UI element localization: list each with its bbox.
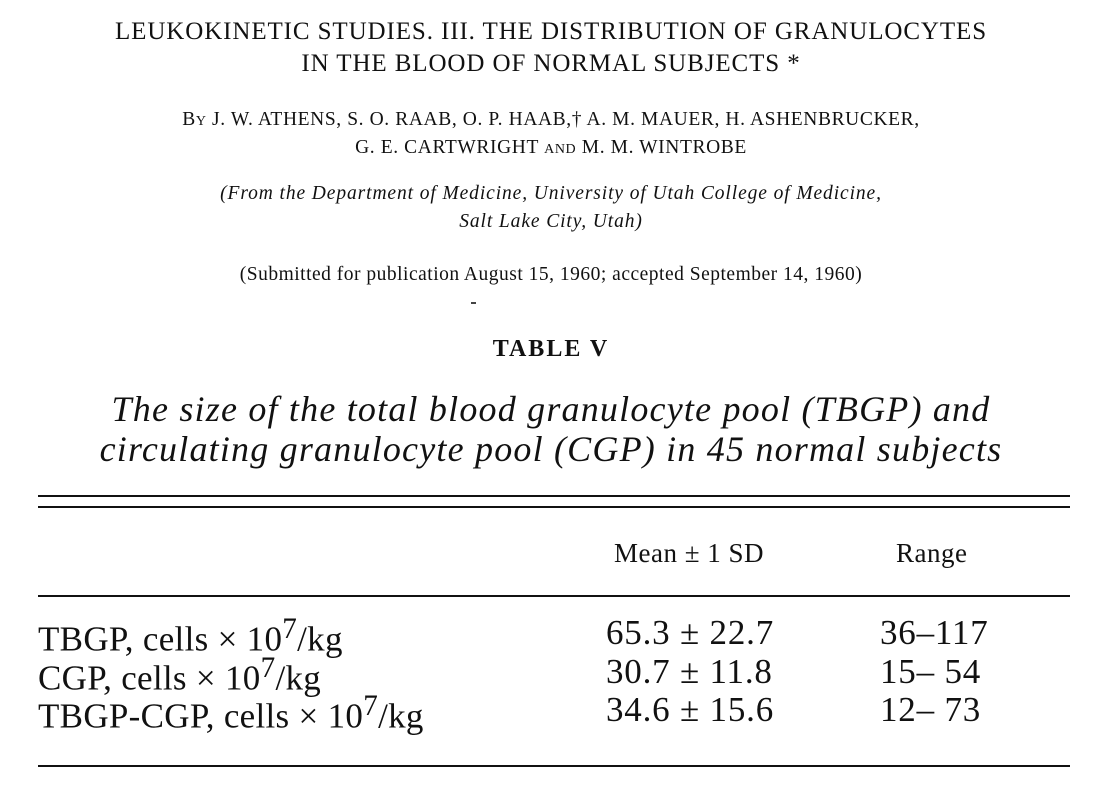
table-row bbox=[0, 613, 1102, 659]
authors-list-2-end: M. M. WINTROBE bbox=[576, 137, 747, 158]
table-top-rule-second bbox=[38, 506, 1070, 508]
table-row bbox=[0, 652, 1102, 698]
table-bottom-rule bbox=[38, 765, 1070, 767]
row-label-end: /kg bbox=[297, 619, 343, 659]
row-label-start: TBGP-CGP, cells × 10 bbox=[38, 696, 364, 736]
submission-dates: (Submitted for publication August 15, 1960; accepted September 14, 1960) bbox=[239, 264, 863, 285]
row-label-exponent: 7 bbox=[282, 613, 298, 645]
authors-list-1: J. W. ATHENS, S. O. RAAB, O. P. HAAB,† A. M. MAUER, H. ASHENBRUCKER, bbox=[206, 109, 920, 130]
table-header-rule bbox=[38, 595, 1070, 597]
row-mean-sd: 34.6 ± 15.6 bbox=[606, 690, 775, 729]
row-label-exponent: 7 bbox=[363, 690, 379, 722]
authors-prefix: B bbox=[182, 109, 196, 130]
row-label bbox=[38, 690, 424, 737]
authors-conjunction: AND bbox=[544, 142, 577, 157]
table-top-rule bbox=[38, 495, 1070, 497]
row-label-end: /kg bbox=[275, 658, 322, 698]
authors-list-2-start: G. E. CARTWRIGHT bbox=[355, 137, 545, 158]
affiliation-line-1: (From the Department of Medicine, University of Utah College of Medicine, bbox=[220, 183, 882, 204]
table-row bbox=[0, 690, 1102, 736]
article-title-line-2: IN THE BLOOD OF NORMAL SUBJECTS * bbox=[301, 50, 801, 77]
row-mean-sd: 65.3 ± 22.7 bbox=[606, 613, 775, 652]
table-caption-line-1: The size of the total blood granulocyte pool (TBGP) and bbox=[111, 389, 991, 429]
table-caption-line-2: circulating granulocyte pool (CGP) in 45 normal subjects bbox=[99, 429, 1003, 469]
authors-prefix-small: Y bbox=[195, 114, 207, 129]
article-title-line-1: LEUKOKINETIC STUDIES. III. THE DISTRIBUTION OF GRANULOCYTES bbox=[114, 18, 988, 45]
decorative-dash bbox=[471, 302, 476, 304]
row-label-start: CGP, cells × 10 bbox=[38, 658, 261, 698]
author-line-1 bbox=[0, 109, 1102, 131]
row-mean-sd: 30.7 ± 11.8 bbox=[606, 652, 773, 691]
row-label-start: TBGP, cells × 10 bbox=[38, 619, 283, 659]
row-range: 12– 73 bbox=[880, 690, 982, 729]
column-header-mean: Mean ± 1 SD bbox=[614, 538, 765, 568]
row-range: 15– 54 bbox=[880, 652, 982, 691]
author-line-2 bbox=[0, 137, 1102, 159]
row-label-end: /kg bbox=[378, 696, 424, 736]
row-range: 36–117 bbox=[880, 613, 989, 652]
column-header-range: Range bbox=[896, 538, 968, 568]
affiliation-line-2: Salt Lake City, Utah) bbox=[459, 211, 643, 232]
row-label-exponent: 7 bbox=[260, 652, 276, 684]
table-label: TABLE V bbox=[492, 336, 610, 362]
